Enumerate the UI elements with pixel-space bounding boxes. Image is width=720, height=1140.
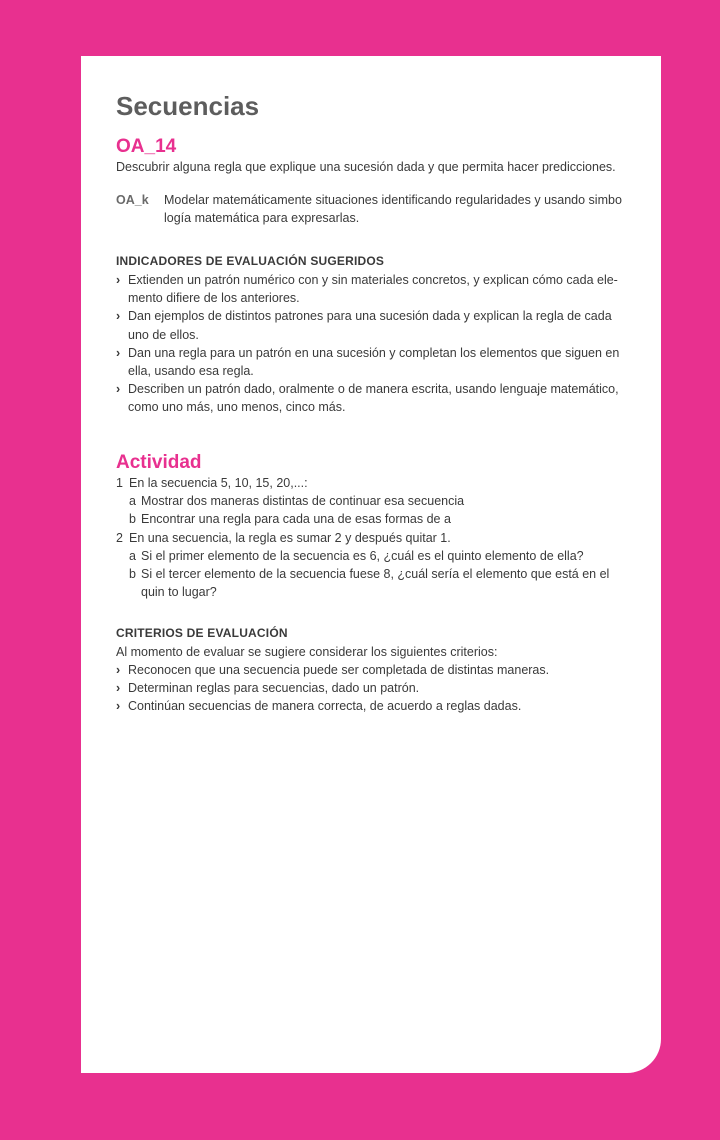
list-item: › Dan una regla para un patrón en una sucesión y completan los elementos que siguen en ella, usando esa regla. xyxy=(116,345,620,379)
question-number: 2 xyxy=(116,530,123,545)
question-2 xyxy=(116,529,631,547)
sub-letter: a xyxy=(129,493,136,508)
bullet-chevron-icon: › xyxy=(116,699,121,714)
question-1a xyxy=(116,492,631,510)
bullet-chevron-icon: › xyxy=(116,382,121,397)
criteria-list xyxy=(116,661,631,716)
sub-text: Mostrar dos maneras distintas de continuar esa secuencia xyxy=(141,493,465,508)
oak-text-line2: logía matemática para expresarlas. xyxy=(164,211,360,225)
criteria-intro: Al momento de evaluar se sugiere considerar los siguientes criterios: xyxy=(116,644,498,659)
page-title: Secuencias xyxy=(116,91,260,121)
list-item: › Dan ejemplos de distintos patrones para una sucesión dada y explican la regla de cada uno de ellos. xyxy=(116,309,612,342)
indicators-list xyxy=(116,271,631,417)
oak-text-line1: Modelar matemáticamente situaciones identificando regularidades y usando simbo xyxy=(164,193,622,207)
list-item: › Reconocen que una secuencia puede ser completada de distintas maneras. xyxy=(116,661,631,679)
activity-title: Actividad xyxy=(116,451,202,473)
indicators-heading: INDICADORES DE EVALUACIÓN SUGERIDOS xyxy=(116,254,385,268)
bullet-chevron-icon: › xyxy=(116,309,121,324)
question-text: En una secuencia, la regla es sumar 2 y después quitar 1. xyxy=(129,530,451,545)
sub-letter: b xyxy=(129,512,136,527)
sub-letter: b xyxy=(129,567,136,582)
oak-code: OA_k xyxy=(116,193,149,207)
question-2b xyxy=(116,565,631,602)
list-item: › Determinan reglas para secuencias, dado un patrón. xyxy=(116,679,631,697)
sub-text: Encontrar una regla para cada una de esas formas de a xyxy=(141,512,451,527)
question-2a xyxy=(116,547,631,565)
oak-block xyxy=(116,191,631,227)
oak-text xyxy=(164,191,631,227)
list-item: › Continúan secuencias de manera correcta, de acuerdo a reglas dadas. xyxy=(116,697,631,715)
oa-code: OA_14 xyxy=(116,136,177,157)
bullet-chevron-icon: › xyxy=(116,681,121,696)
bullet-chevron-icon: › xyxy=(116,345,121,360)
list-item: › Extienden un patrón numérico con y sin materiales concretos, y explican cómo cada ele- mento difiere de los anteriores. xyxy=(116,273,618,306)
list-item: › Describen un patrón dado, oralmente o de manera escrita, usando lenguaje matemático, como uno más, uno menos, cinco más. xyxy=(116,382,619,415)
bullet-chevron-icon: › xyxy=(116,662,121,677)
question-text: En la secuencia 5, 10, 15, 20,...: xyxy=(129,475,308,490)
question-1 xyxy=(116,474,631,492)
question-number: 1 xyxy=(116,475,123,490)
oa-description: Descubrir alguna regla que explique una sucesión dada y que permita hacer predicciones. xyxy=(116,160,616,174)
bullet-chevron-icon: › xyxy=(116,273,121,287)
question-1b xyxy=(116,510,631,528)
criteria-heading: CRITERIOS DE EVALUACIÓN xyxy=(116,625,288,640)
sub-text: Si el primer elemento de la secuencia es 6, ¿cuál es el quinto elemento de ella? xyxy=(141,548,584,563)
sub-text: Si el tercer elemento de la secuencia fuese 8, ¿cuál sería el elemento que está en el quin to lugar? xyxy=(141,567,610,600)
sub-letter: a xyxy=(129,548,136,563)
page-card xyxy=(81,56,661,1073)
